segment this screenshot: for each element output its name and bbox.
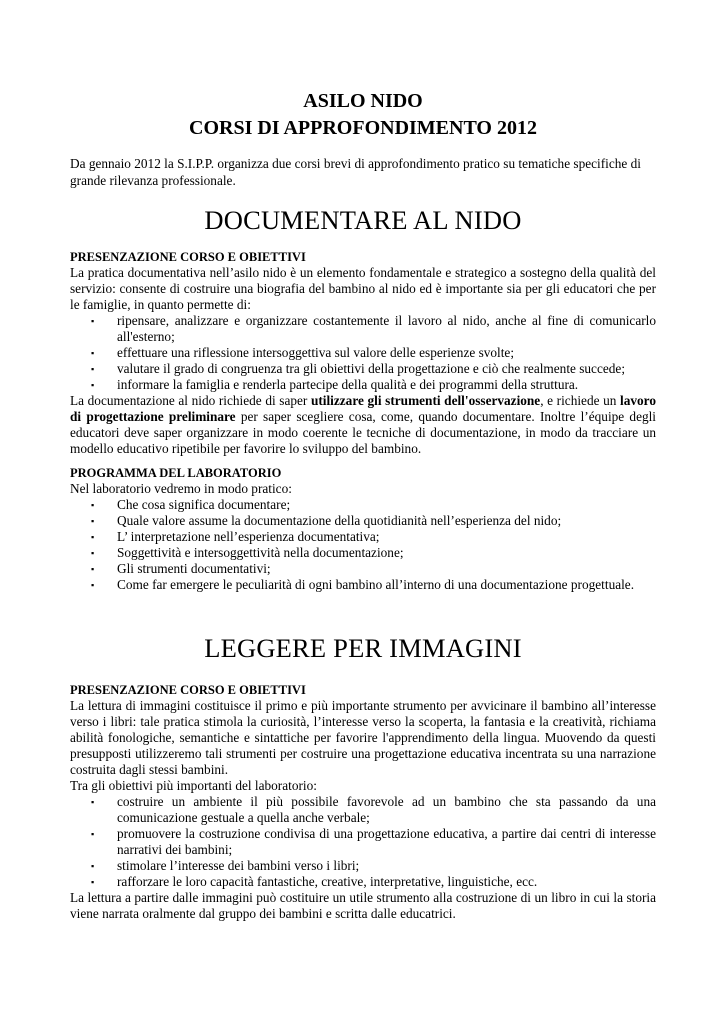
- list-item: [91, 577, 656, 593]
- intro-paragraph: Da gennaio 2012 la S.I.P.P. organizza due corsi brevi di approfondimento pratico su tematiche specifiche di grande rilevanza professionale.: [70, 156, 641, 188]
- list-item-text: stimolare l’interesse dei bambini verso i libri;: [117, 858, 360, 873]
- course1-program: [70, 465, 656, 593]
- course2-presentation-intro: La lettura di immagini costituisce il primo e più importante strumento per avvicinare il bambino all’interesse verso i libri: tale pratica stimola la curiosità, l’interesse verso la scoperta, la fantasia e la creatività, richiama abilità fonologiche, semantiche e sintattiche per favorire l'apprendimento della lingua. Muovendo da questi presupposti utilizzeremo tali strumenti per costruire una progettazione educativa incentrata su una narrazione costruita dagli stessi bambini.: [70, 698, 656, 777]
- list-item: [91, 874, 656, 890]
- list-item-text: effettuare una riflessione intersoggettiva sul valore delle esperienze svolte;: [117, 345, 515, 360]
- closing-bold-2: lavoro di progettazione preliminare: [70, 393, 656, 424]
- list-item-text: Che cosa significa documentare;: [117, 497, 291, 512]
- square-bullet-icon: ▪: [91, 797, 95, 807]
- list-item: [91, 794, 656, 826]
- square-bullet-icon: ▪: [91, 364, 95, 374]
- square-bullet-icon: ▪: [91, 316, 95, 326]
- list-item-text: L’ interpretazione nell’esperienza documentativa;: [117, 529, 380, 544]
- course1-presentation-list: [70, 313, 656, 393]
- square-bullet-icon: ▪: [91, 861, 95, 871]
- list-item: [91, 513, 656, 529]
- list-item: [91, 545, 656, 561]
- square-bullet-icon: ▪: [91, 580, 95, 590]
- square-bullet-icon: ▪: [91, 380, 95, 390]
- closing-text-1: La documentazione al nido richiede di saper: [70, 393, 311, 408]
- list-item-text: rafforzare le loro capacità fantastiche, creative, interpretative, linguistiche, ecc.: [117, 874, 538, 889]
- course2-objectives-intro: Tra gli obiettivi più importanti del laboratorio:: [70, 778, 317, 793]
- closing-text-3: per saper scegliere cosa, come, quando documentare. Inoltre l’équipe degli educatori deve saper organizzare in modo coerente le tecniche di documentazione, in modo da tracciare un modello educativo ripetibile per favorire lo sviluppo del bambino.: [70, 409, 657, 456]
- square-bullet-icon: ▪: [91, 548, 95, 558]
- course1-title: DOCUMENTARE AL NIDO: [204, 205, 522, 235]
- course2-objectives-list: [70, 794, 656, 890]
- list-item-text: Quale valore assume la documentazione della quotidianità nell’esperienza del nido;: [117, 513, 562, 528]
- list-item: [91, 345, 656, 361]
- list-item-text: Come far emergere le peculiarità di ogni bambino all’interno di una documentazione progettuale.: [117, 577, 635, 592]
- course1-program-heading: PROGRAMMA DEL LABORATORIO: [70, 466, 282, 480]
- list-item-text: ripensare, analizzare e organizzare costantemente il lavoro al nido, anche al fine di comunicarlo all'esterno;: [117, 313, 656, 344]
- doc-title-line2: CORSI DI APPROFONDIMENTO 2012: [189, 117, 537, 139]
- list-item-text: Gli strumenti documentativi;: [117, 561, 271, 576]
- course2-title: LEGGERE PER IMMAGINI: [204, 633, 522, 663]
- list-item: [91, 529, 656, 545]
- list-item: [91, 826, 656, 858]
- course1-presentation-heading: PRESENZAZIONE CORSO E OBIETTIVI: [70, 250, 306, 264]
- closing-bold-1: utilizzare gli strumenti dell'osservazione: [310, 393, 541, 408]
- list-item-text: informare la famiglia e renderla partecipe della qualità e dei programmi della struttura.: [117, 377, 579, 392]
- square-bullet-icon: ▪: [91, 564, 95, 574]
- list-item-text: valutare il grado di congruenza tra gli obiettivi della progettazione e ciò che realmente succede;: [117, 361, 626, 376]
- course1-program-intro: Nel laboratorio vedremo in modo pratico:: [70, 481, 292, 496]
- course1-presentation: [70, 249, 656, 457]
- course1-presentation-intro: La pratica documentativa nell’asilo nido è un elemento fondamentale e strategico a sostegno della qualità del servizio: consente di costruire una biografia del bambino al nido ed è importante sia per gli educatori che per le famiglie, in quanto permette di:: [70, 265, 656, 312]
- square-bullet-icon: ▪: [91, 877, 95, 887]
- list-item: [91, 361, 656, 377]
- square-bullet-icon: ▪: [91, 532, 95, 542]
- square-bullet-icon: ▪: [91, 348, 95, 358]
- list-item: [91, 497, 656, 513]
- list-item-text: costruire un ambiente il più possibile favorevole ad un bambino che sta passando da una comunicazione gestuale a quella anche verbale;: [117, 794, 656, 825]
- list-item-text: promuovere la costruzione condivisa di una progettazione educativa, a partire dai centri di interesse narrativi dei bambini;: [117, 826, 656, 857]
- list-item: [91, 313, 656, 345]
- course2-presentation-heading: PRESENZAZIONE CORSO E OBIETTIVI: [70, 683, 306, 697]
- list-item: [91, 858, 656, 874]
- list-item: [91, 561, 656, 577]
- square-bullet-icon: ▪: [91, 500, 95, 510]
- square-bullet-icon: ▪: [91, 829, 95, 839]
- square-bullet-icon: ▪: [91, 516, 95, 526]
- course2-presentation: [70, 682, 656, 922]
- closing-text-2: , e richiede un: [540, 393, 621, 408]
- course1-program-list: [70, 497, 656, 593]
- list-item-text: Soggettività e intersoggettività nella documentazione;: [117, 545, 404, 560]
- course2-closing: La lettura a partire dalle immagini può costituire un utile strumento alla costruzione di un libro in cui la storia viene narrata oralmente dal gruppo dei bambini e scritta dalle educatrici.: [70, 890, 656, 921]
- course1-presentation-closing: [70, 393, 656, 457]
- list-item: [91, 377, 656, 393]
- doc-title-line1: ASILO NIDO: [303, 90, 423, 112]
